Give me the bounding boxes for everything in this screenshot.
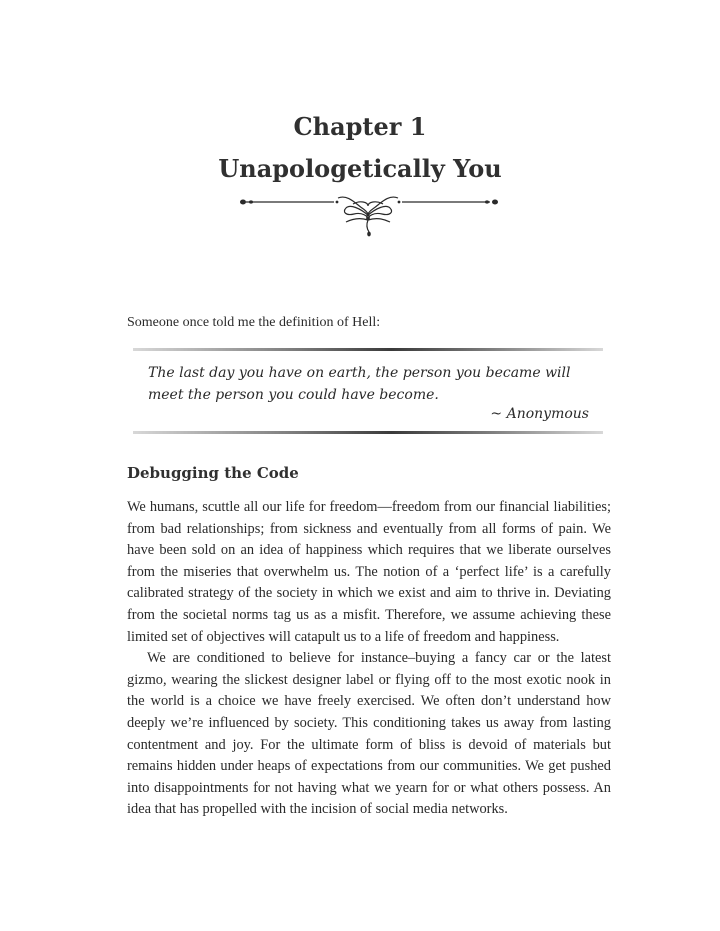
flourish-ornament-icon — [238, 192, 500, 242]
quote-author: ~ Anonymous — [490, 406, 589, 422]
paragraph: We are conditioned to believe for instance–buying a fancy car or the latest gizmo, wearing the slickest designer label or flying off to the most exotic nook in the world is a choice we have freely exercised. We often don’t understand how deeply we’re influenced by society. This conditioning takes us away from lasting contentment and joy. For the ultimate form of bliss is devoid of materials but remains hidden under heaps of expectations from our communities. We get pushed into disappointments for not having what we yearn for or what others possess. An idea that has propelled with the incision of social media networks. — [127, 650, 611, 818]
paragraph: We humans, scuttle all our life for freedom—freedom from our financial liabilities; from bad relationships; from sickness and eventually from all forms of pain. We have been sold on an idea of happiness which requires that we liberate ourselves from the miseries that overwhelm us. The notion of a ‘perfect life’ is a carefully calibrated strategy of the society in which we exist and aim to thrive in. Deviating from the societal norms tag us as a misfit. Therefore, we assume achieving these limited set of objectives will catapult us to a life of freedom and happiness. — [127, 499, 611, 645]
quote-bottom-rule — [133, 431, 603, 434]
quote-box — [133, 346, 603, 436]
quote-top-rule — [133, 348, 603, 351]
chapter-number: Chapter 1 — [293, 112, 427, 141]
section-heading: Debugging the Code — [127, 464, 299, 482]
body-text — [127, 497, 611, 821]
quote-text: The last day you have on earth, the person you became will meet the person you could have become. — [148, 365, 571, 403]
chapter-title: Unapologetically You — [218, 154, 502, 183]
intro-line: Someone once told me the definition of Hell: — [127, 315, 381, 330]
